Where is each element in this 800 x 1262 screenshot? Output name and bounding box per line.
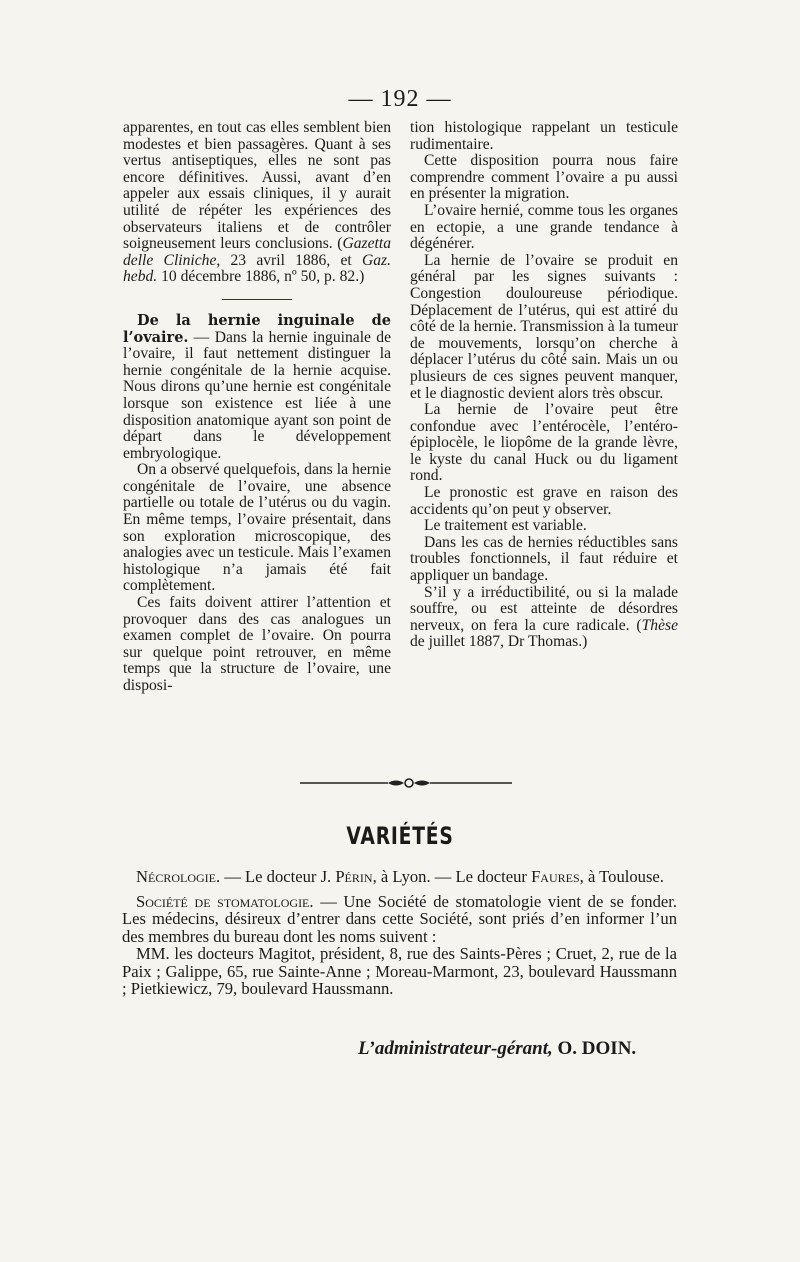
left-paragraph-3: Ces faits doivent attirer l’attention et provoquer dans des cas analogues un examen complet de l’ovaire. On pourra sur quelque point retrouver, en même temps que la structure de l’ovaire, une disposi- xyxy=(123,594,391,694)
these-italic: Thèse xyxy=(641,616,678,634)
section-divider xyxy=(222,299,292,300)
right-paragraph-8: Dans les cas de hernies réductibles sans troubles fonctionnels, il faut réduire et appliquer un bandage. xyxy=(410,533,678,585)
necrologie-label: Nécrologie. xyxy=(136,867,221,886)
right-column xyxy=(410,120,678,651)
signature-name: O. DOIN. xyxy=(557,1038,637,1059)
right-paragraph-9-text: S’il y a irréductibilité, ou si la malade souffre, ou est atteinte de désordres nerveux, on fera la cure radicale. ( xyxy=(410,583,678,634)
necrologie-paragraph xyxy=(122,868,677,886)
right-paragraph-1: tion histologique rappelant un testicule rudimentaire. xyxy=(410,119,678,153)
section-lead-text: — Dans la hernie inguinale de l’ovaire, il faut nettement distinguer la hernie congénitale de la hernie acquise. Nous dirons qu’une hernie est congénitale lorsque son existence est liée à une disposition anatomique ayant son point de départ dans le développement embryologique. xyxy=(123,328,391,462)
reference-journal-2: Gaz. hebd. xyxy=(123,251,391,286)
right-paragraph-2: Cette disposition pourra nous faire comprendre comment l’ovaire a pu aussi en présenter la migration. xyxy=(410,152,678,203)
right-paragraph-7: Le traitement est variable. xyxy=(424,517,587,535)
right-paragraph-9 xyxy=(410,585,678,651)
reference-text-2: 10 décembre 1886, nº 50, p. 82.) xyxy=(157,268,365,286)
signature-role: L’administrateur-gérant, xyxy=(358,1038,553,1059)
societe-paragraph xyxy=(122,893,677,946)
necrologie-text-3: , à Toulouse. xyxy=(579,867,664,886)
section-lead-paragraph xyxy=(123,313,391,462)
necrologie-name-2: Faures xyxy=(531,867,580,886)
societe-text: — Une Société de stomatologie vient de se fonder. Les médecins, désireux d’entrer dans cette Société, sont priés d’en informer l’un des membres du bureau dont les noms suivent : xyxy=(122,891,677,946)
page-number: — 192 — xyxy=(348,86,452,112)
varietes-title: VARIÉTÉS xyxy=(346,822,454,850)
right-paragraph-6: Le pronostic est grave en raison des accidents qu’on peut y observer. xyxy=(410,484,678,518)
necrologie-text-2: , à Lyon. — Le docteur xyxy=(372,867,532,886)
left-paragraph-2: On a observé quelquefois, dans la hernie congénitale de l’ovaire, une absence partielle ou totale de l’utérus ou du vagin. En même temps, l’ovaire présentait, dans son exploration microscopique, des analogies avec un testicule. Mais l’examen histologique n’a jamais été fait complètement. xyxy=(123,461,391,595)
section-title: De la hernie inguinale de l’ovaire. xyxy=(123,311,391,346)
right-paragraph-4: La hernie de l’ovaire se produit en général par les signes suivants : Congestion douloureuse périodique. Déplacement de l’utérus, qui est attiré du côté de la hernie. Transmission à la tumeur de mouvements, lorsqu’on cherche à déplacer l’utérus du côté sain. Mais un ou plusieurs de ces signes peuvent manquer, et le diagnostic devient alors très obscur. xyxy=(410,251,678,402)
left-column xyxy=(123,120,391,695)
right-paragraph-9-end: de juillet 1887, Dr Thomas.) xyxy=(410,633,588,651)
right-paragraph-3: L’ovaire hernié, comme tous les organes en ectopie, a une grande tendance à dégénérer. xyxy=(410,201,678,253)
varietes-section xyxy=(122,868,677,1005)
members-paragraph: MM. les docteurs Magitot, président, 8, rue des Saints-Pères ; Cruet, 2, rue de la Paix ; Galippe, 65, rue Sainte-Anne ; Moreau-Marmont, 23, boulevard Haussmann ; Pietkiewicz, 79, boulevard Haussmann. xyxy=(122,944,677,998)
left-intro-paragraph xyxy=(123,120,391,286)
necrologie-name-1: Périn xyxy=(335,867,373,886)
reference-text-1: , 23 avril 1886, et xyxy=(216,251,362,269)
ornament-divider xyxy=(300,774,512,792)
signature xyxy=(358,1038,658,1060)
reference-journal-1: Gazetta delle Cliniche xyxy=(123,235,391,269)
societe-label: Société de stomatologie. xyxy=(136,891,314,911)
necrologie-text-1: — Le docteur J. xyxy=(220,867,336,886)
intro-text: apparentes, en tout cas elles semblent bien modestes et bien passagères. Quant à ses vertus antiseptiques, elles ne sont pas encore définitives. Aussi, avant d’en appeler aux essais cliniques, il y aurait utilité de répéter les expériences des observateurs italiens et de contrôler soigneusement leurs conclusions. ( xyxy=(123,119,391,253)
right-paragraph-5: La hernie de l’ovaire peut être confondue avec l’entérocèle, l’entéro-épiplocèle, le liopôme de la grande lèvre, le kyste du canal Huck ou du ligament rond. xyxy=(410,401,678,485)
